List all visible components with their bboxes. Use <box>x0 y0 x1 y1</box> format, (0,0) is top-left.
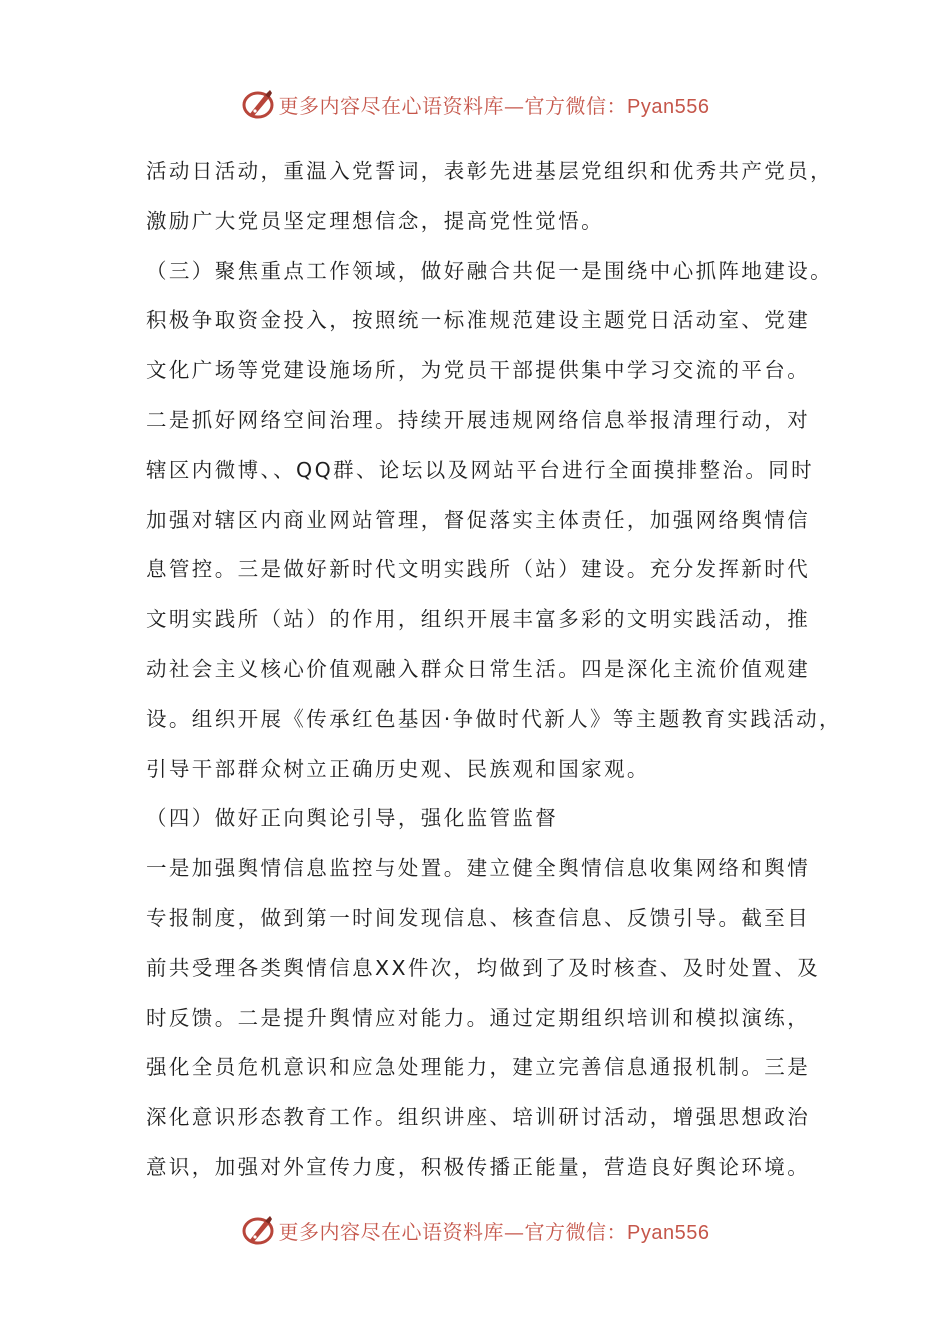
text-line: 强化全员危机意识和应急处理能力，建立完善信息通报机制。三是 <box>146 1055 811 1080</box>
text-line: 专报制度，做到第一时间发现信息、核查信息、反馈引导。截至目 <box>146 905 811 930</box>
text-line: 引导干部群众树立正确历史观、民族观和国家观。 <box>146 756 650 781</box>
text-line: 加强对辖区内商业网站管理，督促落实主体责任，加强网络舆情信 <box>146 507 811 532</box>
watermark-text <box>279 1216 710 1245</box>
text-line: 文化广场等党建设施场所，为党员干部提供集中学习交流的平台。 <box>146 358 811 383</box>
pen-nib-logo-icon <box>241 1213 275 1247</box>
text-line: 二是抓好网络空间治理。持续开展违规网络信息举报清理行动，对 <box>146 407 811 432</box>
section-heading-3: （三）聚焦重点工作领域，做好融合共促一是围绕中心抓阵地建设。 <box>146 258 833 283</box>
text-line: 动社会主义核心价值观融入群众日常生活。四是深化主流价值观建 <box>146 656 811 681</box>
section-heading-4: （四）做好正向舆论引导，强化监管监督 <box>146 806 559 831</box>
text-line: 息管控。三是做好新时代文明实践所（站）建设。充分发挥新时代 <box>146 557 811 582</box>
text-line: 一是加强舆情信息监控与处置。建立健全舆情信息收集网络和舆情 <box>146 856 811 881</box>
text-line: 设。组织开展《传承红色基因·争做时代新人》等主题教育实践活动， <box>146 706 842 731</box>
document-body <box>146 147 842 1193</box>
footer-watermark <box>0 1210 950 1250</box>
watermark-label: 更多内容尽在心语资料库—官方微信： <box>278 1219 628 1244</box>
watermark-text <box>279 90 710 119</box>
text-line: 文明实践所（站）的作用，组织开展丰富多彩的文明实践活动，推 <box>146 607 811 632</box>
text-line: 前共受理各类舆情信息XX件次，均做到了及时核查、及时处置、及 <box>146 955 821 980</box>
watermark-handle: Pyan556 <box>627 1221 710 1244</box>
text-line: 激励广大党员坚定理想信念，提高党性觉悟。 <box>146 208 604 233</box>
text-line: 活动日活动，重温入党誓词，表彰先进基层党组织和优秀共产党员， <box>146 159 833 183</box>
watermark-label: 更多内容尽在心语资料库—官方微信： <box>278 93 628 118</box>
text-line: 积极争取资金投入，按照统一标准规范建设主题党日活动室、党建 <box>146 308 811 333</box>
header-watermark <box>0 84 950 124</box>
pen-nib-logo-icon <box>241 87 275 121</box>
text-line: 辖区内微博、、QQ群、论坛以及网站平台进行全面摸排整治。同时 <box>146 457 815 482</box>
text-line: 意识，加强对外宣传力度，积极传播正能量，营造良好舆论环境。 <box>146 1154 811 1179</box>
text-line: 深化意识形态教育工作。组织讲座、培训研讨活动，增强思想政治 <box>146 1105 811 1130</box>
watermark-handle: Pyan556 <box>627 95 710 118</box>
text-line: 时反馈。二是提升舆情应对能力。通过定期组织培训和模拟演练， <box>146 1005 811 1030</box>
